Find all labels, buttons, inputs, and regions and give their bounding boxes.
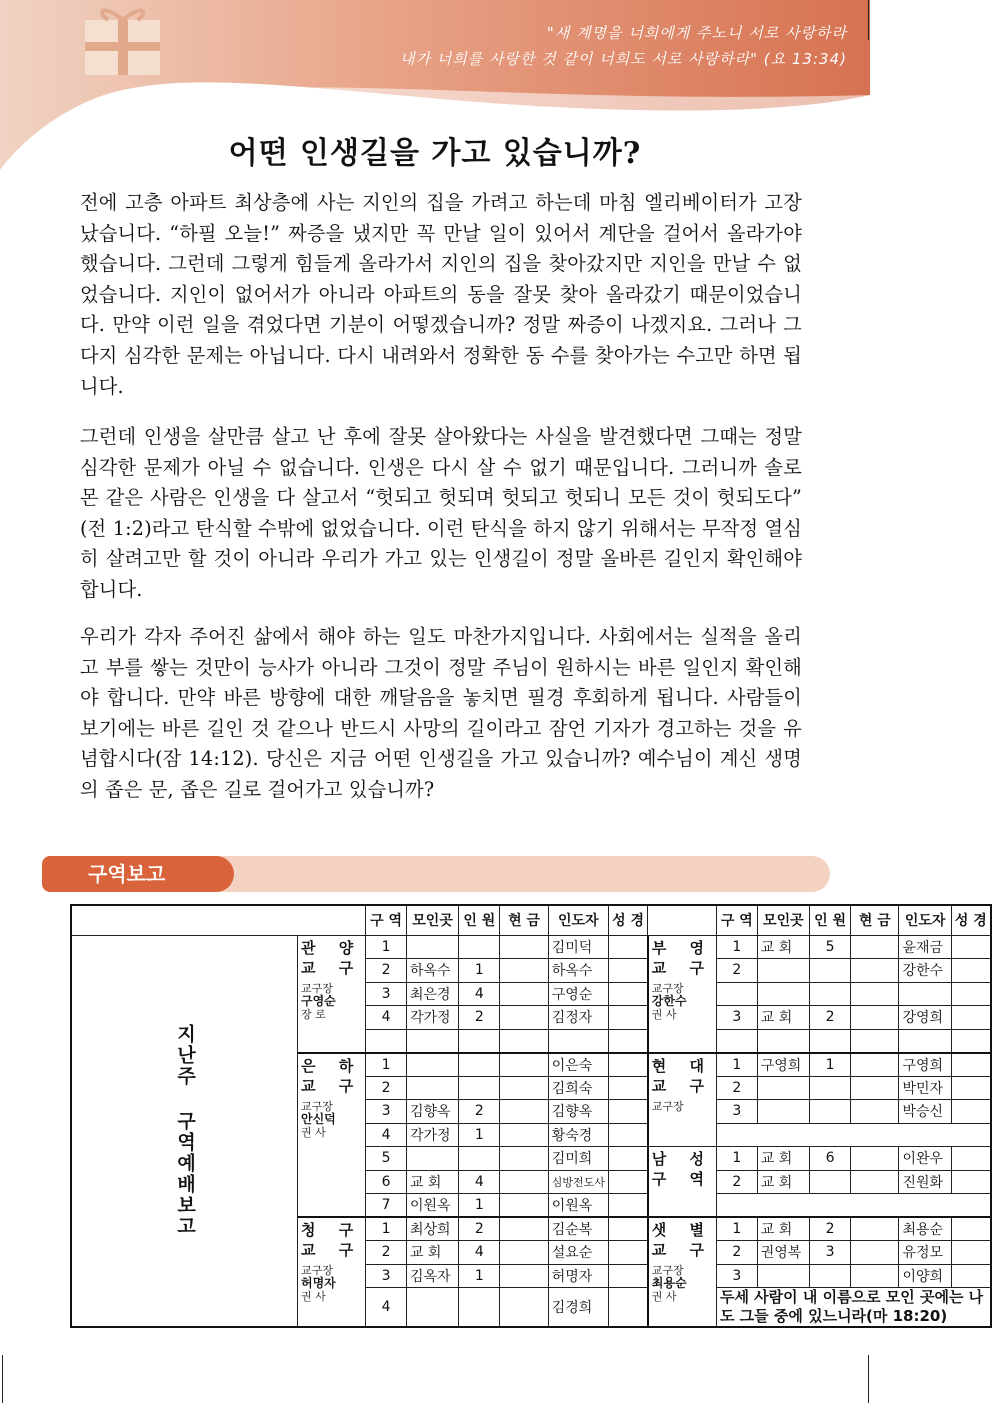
group-leader-info: 교구장 강한수 권 사 [651,981,687,1021]
bible-cell [951,1006,991,1030]
attendance-cell [809,1029,850,1053]
group-name: 교 구 [301,1076,363,1095]
attendance-cell: 2 [459,1217,500,1241]
leader-cell: 이완우 [899,1147,951,1171]
group-name: 부 영 [651,938,713,957]
group-label [298,1217,366,1327]
offering-cell [500,1006,548,1030]
bible-cell [608,1194,647,1218]
venue-cell: 구영희 [757,1053,809,1077]
district-cell: 3 [366,1264,407,1288]
group-name: 관 양 [301,938,363,957]
venue-cell: 하옥수 [406,959,458,983]
district-cell: 1 [716,1147,757,1171]
leader-cell: 진원화 [899,1170,951,1194]
bible-cell [608,959,647,983]
bible-cell [608,1170,647,1194]
venue-cell [757,1029,809,1053]
district-cell: 1 [366,1053,407,1077]
group-name: 교 구 [301,1241,363,1259]
bible-cell [951,1264,991,1288]
attendance-cell [809,959,850,983]
leader-cell: 김정자 [548,1006,608,1030]
district-cell: 1 [716,1053,757,1077]
district-cell: 4 [366,1123,407,1147]
bible-cell [951,982,991,1006]
bible-cell [608,982,647,1006]
leader-cell: 김희숙 [548,1076,608,1100]
table-row [71,935,991,959]
bible-cell [608,1147,647,1171]
attendance-cell: 2 [459,1100,500,1124]
district-cell: 3 [716,1264,757,1288]
offering-cell [851,1147,899,1171]
venue-cell [757,1264,809,1288]
leader-cell: 이양희 [899,1264,951,1288]
attendance-cell [809,1264,850,1288]
offering-cell [500,1194,548,1218]
bible-cell [951,1076,991,1100]
district-cell: 2 [716,1170,757,1194]
leader-cell: 윤재금 [899,935,951,959]
bible-cell [608,935,647,959]
bible-cell [608,1288,647,1328]
venue-cell: 최상희 [406,1217,458,1241]
bible-cell [951,959,991,983]
offering-cell [851,982,899,1006]
bible-cell [608,1100,647,1124]
district-cell [716,1029,757,1053]
bible-cell [608,1029,647,1053]
offering-cell [500,959,548,983]
column-header: 구 역 [366,905,407,935]
offering-cell [851,1264,899,1288]
offering-cell [851,1076,899,1100]
closing-verse: 두세 사람이 내 이름으로 모인 곳에는 나도 그들 중에 있느니라(마 18:20) [716,1288,991,1328]
attendance-cell: 1 [809,1053,850,1077]
leader-cell: 설요순 [548,1241,608,1265]
attendance-cell: 1 [459,1264,500,1288]
venue-cell: 각가정 [406,1123,458,1147]
bible-cell [608,1241,647,1265]
article-paragraph-2: 그런데 인생을 살만큼 살고 난 후에 잘못 살아왔다는 사실을 발견했다면 그때는 정말 심각한 문제가 아닐 수 없습니다. 인생은 다시 살 수 없기 때문입니다. 그러니까 솔로몬 같은 사람은 인생을 다 살고서 “헛되고 헛되며 헛되고 헛되니 모든 것이 헛되도다” (전 1:2)라고 탄식할 수밖에 없었습니다. 이런 탄식을 하지 않기 위해서는 무작정 열심히 살려고만 할 것이 아니라 우리가 가고 있는 인생길이 정말 올바른 길인지 확인해야 합니다. [80,425,802,601]
venue-cell: 교 회 [757,1006,809,1030]
blank-row [716,1194,991,1218]
bible-cell [951,1053,991,1077]
blank-row [716,1123,991,1147]
attendance-cell [459,1029,500,1053]
venue-cell: 최은경 [406,982,458,1006]
attendance-cell [459,1147,500,1171]
attendance-cell [459,1288,500,1328]
bible-cell [608,1006,647,1030]
venue-cell [406,1288,458,1328]
leader-cell: 심방전도사 [548,1170,608,1194]
district-cell: 3 [716,1100,757,1124]
offering-cell [851,1053,899,1077]
group-label [648,1147,717,1218]
district-cell: 3 [366,1100,407,1124]
bible-cell [951,1241,991,1265]
attendance-cell: 4 [459,1241,500,1265]
group-name: 교 구 [651,958,713,977]
group-name: 은 하 [301,1056,363,1075]
leader-cell: 김미덕 [548,935,608,959]
venue-cell: 교 회 [757,1217,809,1241]
venue-cell: 김향옥 [406,1100,458,1124]
group-name: 교 구 [651,1241,713,1259]
group-leader-info: 교구장 최용순 권 사 [651,1264,687,1303]
leader-cell: 김경희 [548,1288,608,1328]
section-title: 구역보고 [42,856,234,892]
venue-cell: 교 회 [757,1170,809,1194]
attendance-cell [459,1053,500,1077]
bible-cell [951,1217,991,1241]
district-cell: 4 [366,1288,407,1328]
leader-cell: 김미희 [548,1147,608,1171]
offering-cell [500,1100,548,1124]
district-cell: 1 [366,935,407,959]
venue-cell [757,1076,809,1100]
header-blank [648,905,717,935]
attendance-cell: 1 [459,1123,500,1147]
leader-cell [548,1029,608,1053]
attendance-cell: 1 [459,1194,500,1218]
attendance-cell: 1 [459,959,500,983]
leader-cell: 구영순 [548,982,608,1006]
group-name: 구 역 [651,1170,713,1188]
attendance-cell [809,982,850,1006]
offering-cell [500,1288,548,1328]
attendance-cell [809,1076,850,1100]
venue-cell [406,935,458,959]
offering-cell [851,935,899,959]
attendance-cell: 6 [809,1147,850,1171]
group-name: 남 성 [651,1150,713,1168]
venue-cell [406,1147,458,1171]
leader-cell [899,1029,951,1053]
district-cell: 1 [716,935,757,959]
venue-cell [406,1029,458,1053]
attendance-cell: 2 [809,1006,850,1030]
leader-cell: 허명자 [548,1264,608,1288]
venue-cell [757,982,809,1006]
header-verse-line-2: 내가 너희를 사랑한 것 같이 너희도 서로 사랑하라" (요 13:34) [399,50,847,68]
venue-cell: 교 회 [757,1147,809,1171]
venue-cell: 김옥자 [406,1264,458,1288]
leader-cell: 이원옥 [548,1194,608,1218]
column-header: 성 경 [608,905,647,935]
district-cell: 4 [366,1006,407,1030]
offering-cell [851,1170,899,1194]
offering-cell [500,1076,548,1100]
group-label [648,935,717,1053]
district-cell: 1 [366,1217,407,1241]
venue-cell: 이원옥 [406,1194,458,1218]
leader-cell: 하옥수 [548,959,608,983]
venue-cell [757,1100,809,1124]
group-name: 현 대 [651,1056,713,1075]
leader-cell: 최용순 [899,1217,951,1241]
leader-cell: 김향옥 [548,1100,608,1124]
attendance-cell: 3 [809,1241,850,1265]
leader-cell: 김순복 [548,1217,608,1241]
group-name: 청 구 [301,1221,363,1239]
column-header: 인 원 [809,905,850,935]
venue-cell: 각가정 [406,1006,458,1030]
attendance-cell: 4 [459,1170,500,1194]
offering-cell [500,982,548,1006]
leader-cell: 박민자 [899,1076,951,1100]
offering-cell [851,1217,899,1241]
article-title: 어떤 인생길을 가고 있습니까? [228,136,642,171]
district-cell: 3 [366,982,407,1006]
bible-cell [608,1053,647,1077]
venue-cell [406,1076,458,1100]
attendance-cell [809,1170,850,1194]
column-header: 성 경 [951,905,991,935]
group-label [298,935,366,1053]
offering-cell [500,1053,548,1077]
group-label [298,1053,366,1218]
offering-cell [500,1241,548,1265]
header-verse-line-1: "새 계명을 너희에게 주노니 서로 사랑하라 [546,24,847,42]
attendance-cell [809,1100,850,1124]
district-cell: 2 [716,1076,757,1100]
district-cell: 2 [366,1241,407,1265]
district-cell: 2 [366,1076,407,1100]
bible-cell [951,1029,991,1053]
group-name: 교 구 [651,1076,713,1095]
offering-cell [500,1264,548,1288]
column-header: 인도자 [899,905,951,935]
leader-cell [899,982,951,1006]
leader-cell: 이은숙 [548,1053,608,1077]
offering-cell [500,1170,548,1194]
group-name: 교 구 [301,958,363,977]
section-header-bar [42,856,830,892]
leader-cell: 황숙경 [548,1123,608,1147]
side-label: 지난주 구역예배보고 [71,935,298,1327]
bible-cell [608,1076,647,1100]
venue-cell: 권영복 [757,1241,809,1265]
offering-cell [851,1029,899,1053]
offering-cell [500,1123,548,1147]
offering-cell [500,1029,548,1053]
offering-cell [851,959,899,983]
offering-cell [500,1217,548,1241]
district-cell: 2 [716,959,757,983]
district-cell: 1 [716,1217,757,1241]
venue-cell: 교 회 [757,935,809,959]
article-paragraph-3: 우리가 각자 주어진 삶에서 해야 하는 일도 마찬가지입니다. 사회에서는 실적을 올리고 부를 쌓는 것만이 능사가 아니라 그것이 정말 주님이 원하시는 바른 일인지 확인해야 합니다. 만약 바른 방향에 대한 깨달음을 놓치면 필경 후회하게 됩니다. 사람들이 보기에는 바른 길인 것 같으나 반드시 사망의 길이라고 잠언 기자가 경고하는 것을 유념합시다(잠 14:12). 당신은 지금 어떤 인생길을 가고 있습니까? 예수님이 계신 생명의 좁은 문, 좁은 길로 걸어가고 있습니까? [80,625,802,801]
attendance-cell: 2 [809,1217,850,1241]
district-cell: 6 [366,1170,407,1194]
group-leader-info: 교구장 [651,1099,684,1113]
bible-cell [608,1123,647,1147]
page-edge-line [868,0,869,40]
venue-cell [757,959,809,983]
leader-cell: 박승신 [899,1100,951,1124]
district-cell [366,1029,407,1053]
column-header: 인 원 [459,905,500,935]
gift-box-icon [85,11,160,75]
column-header: 현 금 [500,905,548,935]
column-header: 구 역 [716,905,757,935]
district-cell [716,982,757,1006]
group-label [648,1217,717,1327]
bible-cell [608,1217,647,1241]
group-leader-info: 교구장 구영순 장 로 [301,981,336,1021]
district-cell: 7 [366,1194,407,1218]
district-cell: 5 [366,1147,407,1171]
leader-cell: 강영희 [899,1006,951,1030]
venue-cell: 교 회 [406,1241,458,1265]
column-header: 현 금 [851,905,899,935]
group-leader-info: 교구장 허명자 권 사 [301,1264,336,1303]
offering-cell [500,935,548,959]
table-header-row [71,905,991,935]
attendance-cell: 4 [459,982,500,1006]
attendance-cell [459,935,500,959]
group-leader-info: 교구장 안신덕 권 사 [301,1099,336,1139]
column-header: 모인곳 [406,905,458,935]
bible-cell [951,935,991,959]
leader-cell: 강한수 [899,959,951,983]
offering-cell [851,1241,899,1265]
column-header: 모인곳 [757,905,809,935]
attendance-cell: 2 [459,1006,500,1030]
venue-cell: 교 회 [406,1170,458,1194]
article-paragraph-1: 전에 고층 아파트 최상층에 사는 지인의 집을 가려고 하는데 마침 엘리베이터가 고장 났습니다. “하필 오늘!” 짜증을 냈지만 꼭 만날 일이 있어서 계단을 걸어서 올라가야 했습니다. 그런데 그렇게 힘들게 올라가서 지인의 집을 찾아갔지만 지인을 만날 수 없었습니다. 지인이 없어서가 아니라 아파트의 동을 잘못 찾아 올라갔기 때문이었습니다. 만약 이런 일을 겪었다면 기분이 어떻겠습니까? 정말 짜증이 나겠지요. 그러나 그다지 심각한 문제는 아닙니다. 다시 내려와서 정확한 동 수를 찾아가는 수고만 하면 됩니다. [80,191,802,398]
bible-cell [951,1100,991,1124]
attendance-cell: 5 [809,935,850,959]
group-name: 샛 별 [651,1221,713,1239]
district-report-table [70,904,992,1328]
district-cell: 2 [716,1241,757,1265]
offering-cell [851,1100,899,1124]
leader-cell: 구영희 [899,1053,951,1077]
page-edge-line [2,1355,3,1403]
offering-cell [500,1147,548,1171]
bible-cell [608,1264,647,1288]
header-blank [71,905,366,935]
district-cell: 3 [716,1006,757,1030]
leader-cell: 유정모 [899,1241,951,1265]
offering-cell [851,1006,899,1030]
group-label [648,1053,717,1147]
page-edge-line [868,1355,869,1403]
venue-cell [406,1053,458,1077]
bible-cell [951,1170,991,1194]
district-cell: 2 [366,959,407,983]
bible-cell [951,1147,991,1171]
column-header: 인도자 [548,905,608,935]
attendance-cell [459,1076,500,1100]
